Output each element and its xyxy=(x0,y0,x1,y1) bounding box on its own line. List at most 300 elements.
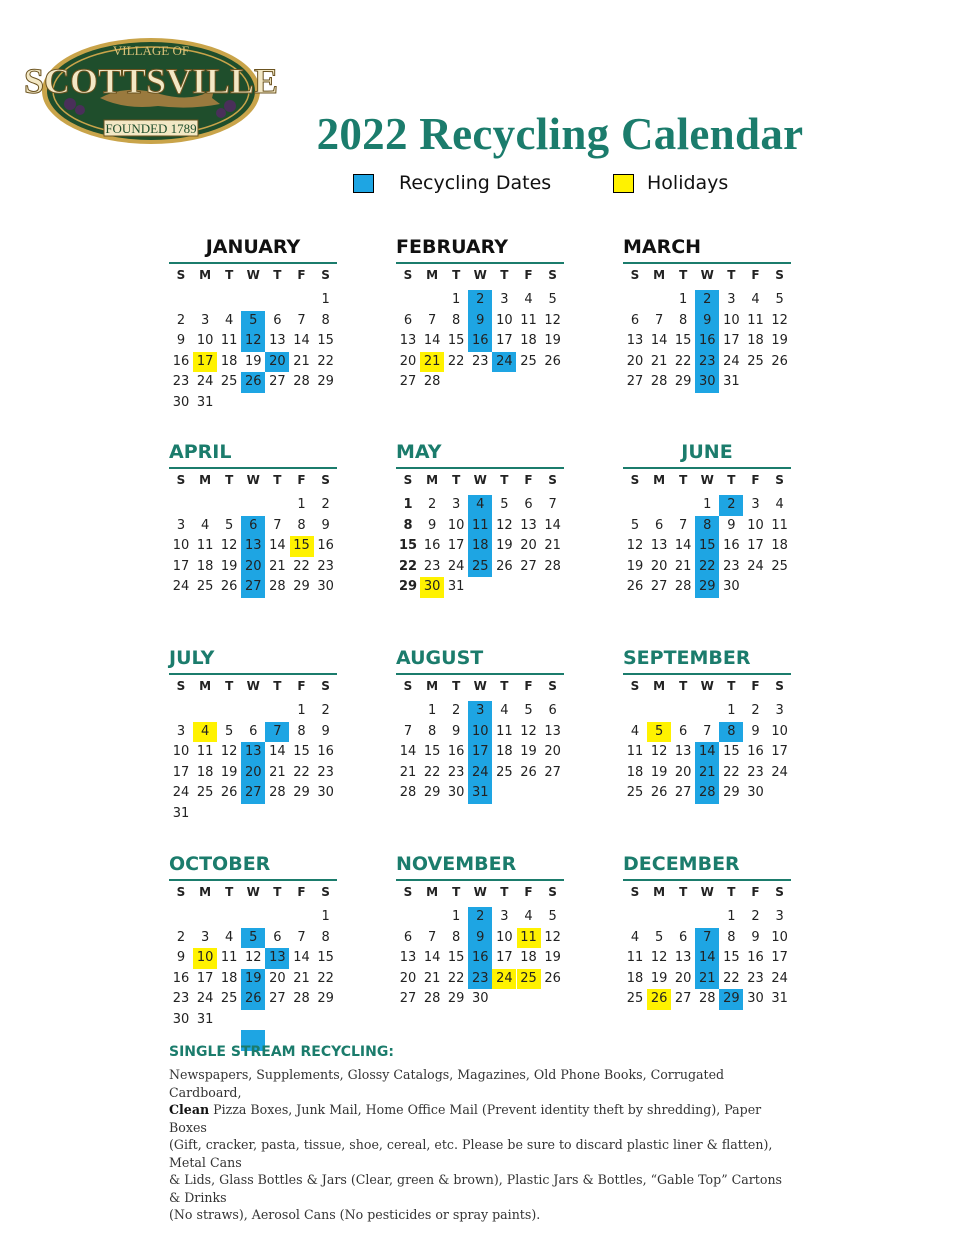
day-cell: 1 xyxy=(321,292,330,307)
day-cell: 25 xyxy=(220,374,238,389)
day-cell: 19 xyxy=(650,970,668,986)
day-cell: 4 xyxy=(193,722,217,743)
weekday-header: S xyxy=(321,268,330,282)
clean-word: Clean xyxy=(169,1102,210,1117)
day-cell: 1 xyxy=(727,909,736,924)
day-cell: 29 xyxy=(293,579,310,594)
day-cell: 28 xyxy=(269,579,286,594)
day-cell: 31 xyxy=(196,1011,214,1027)
day-cell: 29 xyxy=(317,374,334,389)
day-cell: 5 xyxy=(500,497,509,512)
day-cell: 17 xyxy=(172,558,190,574)
day-cell: 2 xyxy=(751,909,760,924)
weekday-header: M xyxy=(426,885,439,899)
weekday-header: F xyxy=(524,885,533,899)
day-cell: 17 xyxy=(193,352,217,373)
day-cell: 13 xyxy=(269,333,286,348)
weekday-header: W xyxy=(473,885,487,899)
day-cell: 30 xyxy=(172,394,190,410)
day-cell: 7 xyxy=(548,497,557,512)
day-cell: 12 xyxy=(544,929,561,945)
weekday-header: M xyxy=(426,268,439,282)
weekday-header: S xyxy=(176,885,186,899)
day-cell: 8 xyxy=(321,312,330,328)
day-cell: 1 xyxy=(297,497,306,512)
day-cell: 7 xyxy=(297,929,306,945)
day-cell: 19 xyxy=(544,950,561,965)
day-cell: 12 xyxy=(241,331,265,352)
day-cell: 27 xyxy=(674,991,692,1006)
day-cell: 3 xyxy=(775,909,784,924)
day-cell: 22 xyxy=(317,353,334,369)
day-cell: 24 xyxy=(196,374,214,389)
weekday-header: W xyxy=(700,885,714,899)
day-cell: 2 xyxy=(176,312,186,328)
day-cell: 12 xyxy=(650,950,668,965)
day-cell: 5 xyxy=(630,517,640,533)
day-cell: 3 xyxy=(452,497,461,512)
day-cell: 1 xyxy=(703,497,712,512)
day-cell: 22 xyxy=(447,970,465,986)
weekday-header: S xyxy=(548,885,557,899)
weekday-header: F xyxy=(297,473,306,487)
day-cell: 21 xyxy=(544,538,561,553)
weekday-header: T xyxy=(225,679,234,693)
month-name: DECEMBER xyxy=(623,853,740,875)
day-cell: 22 xyxy=(447,353,465,369)
weekday-header: S xyxy=(775,679,784,693)
weekday-header: T xyxy=(273,885,282,899)
day-cell: 2 xyxy=(176,929,186,945)
day-cell: 28 xyxy=(695,783,719,804)
weekday-header: F xyxy=(297,268,306,282)
day-cell: 28 xyxy=(544,558,561,574)
month-underline xyxy=(396,879,564,881)
day-cell: 9 xyxy=(751,723,760,739)
weekday-header: T xyxy=(273,679,282,693)
day-cell: 12 xyxy=(245,950,262,965)
day-cell: 21 xyxy=(420,352,444,373)
day-cell: 6 xyxy=(273,312,282,328)
info-text xyxy=(169,1066,794,1224)
weekday-header: F xyxy=(524,268,533,282)
day-cell: 25 xyxy=(747,353,764,369)
day-cell: 22 xyxy=(695,557,719,578)
day-cell: 21 xyxy=(695,763,719,784)
weekday-header: S xyxy=(630,268,640,282)
day-cell: 2 xyxy=(468,290,492,311)
day-cell: 1 xyxy=(452,909,461,924)
day-cell: 20 xyxy=(399,970,417,986)
day-cell: 10 xyxy=(193,948,217,969)
weekday-header: T xyxy=(727,679,736,693)
day-cell: 13 xyxy=(674,950,692,965)
day-cell: 30 xyxy=(723,579,740,594)
day-cell: 18 xyxy=(220,970,238,986)
day-cell: 3 xyxy=(176,723,186,739)
day-cell: 14 xyxy=(695,948,719,969)
holiday-legend-swatch xyxy=(613,174,634,193)
day-cell: 25 xyxy=(496,764,513,780)
day-cell: 11 xyxy=(468,516,492,537)
day-cell: 13 xyxy=(399,333,417,348)
month-name: APRIL xyxy=(169,441,232,463)
weekday-header: S xyxy=(176,473,186,487)
day-cell: 17 xyxy=(172,764,190,780)
day-cell: 5 xyxy=(524,703,533,718)
logo-main-text: SCOTTSVILLE xyxy=(23,61,279,101)
day-cell: 16 xyxy=(468,331,492,352)
weekday-header: S xyxy=(630,885,640,899)
day-cell: 12 xyxy=(544,312,561,328)
day-cell: 20 xyxy=(265,352,289,373)
day-cell: 18 xyxy=(626,970,644,986)
weekday-header: S xyxy=(775,268,784,282)
day-cell: 6 xyxy=(273,929,282,945)
info-line: (Gift, cracker, pasta, tissue, shoe, cereal, etc. Please be sure to discard plastic liner & flatten), Metal Cans xyxy=(169,1137,773,1170)
day-cell: 22 xyxy=(293,764,310,780)
day-cell: 28 xyxy=(293,991,310,1006)
day-cell: 19 xyxy=(245,353,262,369)
day-cell: 19 xyxy=(544,333,561,348)
month-underline xyxy=(623,467,791,469)
weekday-header: F xyxy=(524,679,533,693)
day-cell: 26 xyxy=(241,989,265,1010)
day-cell: 29 xyxy=(695,577,719,598)
day-cell: 12 xyxy=(220,538,238,553)
weekday-header: M xyxy=(199,679,212,693)
weekday-header: M xyxy=(199,268,212,282)
day-cell: 26 xyxy=(647,989,671,1010)
day-cell: 6 xyxy=(679,723,688,739)
village-logo xyxy=(23,36,279,146)
day-cell: 10 xyxy=(496,929,513,945)
weekday-header: S xyxy=(775,473,784,487)
day-cell: 15 xyxy=(293,744,310,759)
day-cell: 24 xyxy=(172,579,190,594)
day-cell: 24 xyxy=(492,352,516,373)
day-cell: 7 xyxy=(273,517,282,533)
holiday-legend-label: Holidays xyxy=(647,172,729,194)
day-cell: 22 xyxy=(398,558,418,574)
day-cell: 22 xyxy=(723,970,740,986)
day-cell: 10 xyxy=(447,517,465,533)
day-cell: 2 xyxy=(695,290,719,311)
day-cell: 19 xyxy=(771,333,788,348)
day-cell: 10 xyxy=(723,312,740,328)
day-cell: 11 xyxy=(196,744,214,759)
day-cell: 22 xyxy=(293,558,310,574)
day-cell: 5 xyxy=(225,517,234,533)
weekday-header: W xyxy=(700,679,714,693)
day-cell: 15 xyxy=(398,538,418,553)
day-cell: 6 xyxy=(403,929,413,945)
day-cell: 21 xyxy=(650,353,668,369)
day-cell: 4 xyxy=(225,312,234,328)
day-cell: 2 xyxy=(321,497,330,512)
day-cell: 14 xyxy=(269,538,286,553)
month-name: MARCH xyxy=(623,236,702,258)
day-cell: 21 xyxy=(695,969,719,990)
day-cell: 3 xyxy=(200,312,210,328)
day-cell: 1 xyxy=(403,497,413,512)
day-cell: 24 xyxy=(447,558,465,574)
weekday-header: S xyxy=(403,473,413,487)
weekday-header: T xyxy=(500,679,509,693)
day-cell: 25 xyxy=(196,785,214,800)
day-cell: 16 xyxy=(317,744,334,759)
day-cell: 1 xyxy=(297,703,306,718)
day-cell: 29 xyxy=(398,579,418,594)
day-cell: 10 xyxy=(771,929,788,945)
day-cell: 26 xyxy=(544,353,561,369)
weekday-header: T xyxy=(679,679,688,693)
month-name: JULY xyxy=(169,647,215,669)
day-cell: 7 xyxy=(654,312,664,328)
page-title: 2022 Recycling Calendar xyxy=(316,109,804,159)
day-cell: 13 xyxy=(399,950,417,965)
day-cell: 21 xyxy=(399,764,417,780)
day-cell: 4 xyxy=(524,292,533,307)
day-cell: 10 xyxy=(747,517,764,533)
day-cell: 1 xyxy=(727,703,736,718)
day-cell: 2 xyxy=(719,495,743,516)
day-cell: 24 xyxy=(723,353,740,369)
day-cell: 27 xyxy=(650,579,668,594)
info-line: & Lids, Glass Bottles & Jars (Clear, green & brown), Plastic Jars & Bottles, “Gable Top” Cartons & Drinks xyxy=(169,1172,783,1205)
weekday-header: W xyxy=(246,679,260,693)
info-line-rest: Pizza Boxes, Junk Mail, Home Office Mail (Prevent identity theft by shredding), Paper Boxes xyxy=(169,1102,762,1135)
day-cell: 8 xyxy=(452,929,461,945)
weekday-header: S xyxy=(321,885,330,899)
weekday-header: F xyxy=(297,679,306,693)
day-cell: 9 xyxy=(176,950,186,965)
day-cell: 7 xyxy=(695,928,719,949)
day-cell: 5 xyxy=(225,723,234,739)
day-cell: 7 xyxy=(427,929,437,945)
day-cell: 19 xyxy=(650,764,668,780)
weekday-header: M xyxy=(199,473,212,487)
day-cell: 28 xyxy=(269,785,286,800)
recycling-legend-swatch xyxy=(353,174,374,193)
day-cell: 4 xyxy=(468,495,492,516)
weekday-header: F xyxy=(524,473,533,487)
day-cell: 14 xyxy=(399,744,417,759)
weekday-header: M xyxy=(426,679,439,693)
day-cell: 5 xyxy=(654,929,664,945)
day-cell: 21 xyxy=(293,970,310,986)
day-cell: 13 xyxy=(650,538,668,553)
day-cell: 19 xyxy=(220,764,238,780)
day-cell: 2 xyxy=(427,497,437,512)
day-cell: 29 xyxy=(293,785,310,800)
weekday-header: W xyxy=(700,473,714,487)
day-cell: 15 xyxy=(723,744,740,759)
day-cell: 21 xyxy=(269,558,286,574)
day-cell: 9 xyxy=(452,723,461,739)
weekday-header: T xyxy=(273,473,282,487)
weekday-header: T xyxy=(452,885,461,899)
weekday-header: S xyxy=(176,679,186,693)
weekday-header: T xyxy=(679,885,688,899)
weekday-header: S xyxy=(548,679,557,693)
day-cell: 27 xyxy=(399,991,417,1006)
day-cell: 20 xyxy=(269,970,286,986)
day-cell: 11 xyxy=(517,928,541,949)
weekday-header: W xyxy=(473,268,487,282)
day-cell: 20 xyxy=(520,538,537,553)
day-cell: 8 xyxy=(452,312,461,328)
day-cell: 3 xyxy=(468,701,492,722)
day-cell: 21 xyxy=(674,558,692,574)
day-cell: 29 xyxy=(447,991,465,1006)
day-cell: 17 xyxy=(496,333,513,348)
weekday-header: S xyxy=(775,885,784,899)
day-cell: 30 xyxy=(317,785,334,800)
day-cell: 3 xyxy=(727,292,736,307)
day-cell: 27 xyxy=(241,577,265,598)
day-cell: 30 xyxy=(747,785,764,800)
day-cell: 23 xyxy=(317,558,334,574)
day-cell: 27 xyxy=(674,785,692,800)
day-cell: 11 xyxy=(626,950,644,965)
info-line: (No straws), Aerosol Cans (No pesticides or spray paints). xyxy=(169,1207,541,1222)
day-cell: 9 xyxy=(176,333,186,348)
weekday-header: S xyxy=(403,268,413,282)
day-cell: 6 xyxy=(679,929,688,945)
day-cell: 7 xyxy=(427,312,437,328)
day-cell: 18 xyxy=(496,744,513,759)
day-cell: 16 xyxy=(447,744,465,759)
day-cell: 6 xyxy=(241,516,265,537)
day-cell: 29 xyxy=(723,785,740,800)
day-cell: 26 xyxy=(650,785,668,800)
info-line xyxy=(169,1101,794,1136)
day-cell: 18 xyxy=(771,538,788,553)
month-underline xyxy=(396,673,564,675)
day-cell: 9 xyxy=(727,517,736,533)
weekday-header: M xyxy=(653,679,666,693)
day-cell: 22 xyxy=(723,764,740,780)
day-cell: 21 xyxy=(293,353,310,369)
month-underline xyxy=(169,879,337,881)
day-cell: 12 xyxy=(626,538,644,553)
day-cell: 18 xyxy=(196,558,214,574)
day-cell: 29 xyxy=(674,374,692,389)
weekday-header: T xyxy=(452,679,461,693)
day-cell: 6 xyxy=(548,703,557,718)
day-cell: 24 xyxy=(492,969,516,990)
weekday-header: W xyxy=(246,885,260,899)
day-cell: 8 xyxy=(695,516,719,537)
day-cell: 15 xyxy=(447,333,465,348)
day-cell: 25 xyxy=(520,353,537,369)
day-cell: 11 xyxy=(520,312,537,328)
day-cell: 11 xyxy=(220,333,238,348)
day-cell: 2 xyxy=(321,703,330,718)
day-cell: 23 xyxy=(468,969,492,990)
month-underline xyxy=(623,262,791,264)
weekday-header: M xyxy=(653,885,666,899)
weekday-header: T xyxy=(225,885,234,899)
day-cell: 8 xyxy=(403,517,413,533)
day-cell: 20 xyxy=(674,764,692,780)
weekday-header: T xyxy=(273,268,282,282)
day-cell: 24 xyxy=(468,763,492,784)
day-cell: 26 xyxy=(220,579,238,594)
day-cell: 27 xyxy=(241,783,265,804)
day-cell: 23 xyxy=(317,764,334,780)
day-cell: 16 xyxy=(172,353,190,369)
weekday-header: F xyxy=(751,268,760,282)
day-cell: 12 xyxy=(771,312,788,328)
month-name: JUNE xyxy=(681,441,733,463)
month-name: OCTOBER xyxy=(169,853,271,875)
day-cell: 15 xyxy=(447,950,465,965)
weekday-header: T xyxy=(727,268,736,282)
day-cell: 1 xyxy=(427,703,437,718)
day-cell: 11 xyxy=(496,723,513,739)
day-cell: 21 xyxy=(423,970,441,986)
weekday-header: M xyxy=(653,473,666,487)
weekday-header: F xyxy=(751,885,760,899)
day-cell: 11 xyxy=(747,312,764,328)
day-cell: 14 xyxy=(293,333,310,348)
weekday-header: T xyxy=(679,268,688,282)
day-cell: 14 xyxy=(423,950,441,965)
day-cell: 20 xyxy=(650,558,668,574)
day-cell: 30 xyxy=(420,577,444,598)
day-cell: 27 xyxy=(269,374,286,389)
day-cell: 28 xyxy=(699,991,716,1006)
day-cell: 13 xyxy=(674,744,692,759)
info-heading: SINGLE STREAM RECYCLING: xyxy=(169,1044,394,1060)
day-cell: 27 xyxy=(544,764,561,780)
day-cell: 12 xyxy=(220,744,238,759)
day-cell: 17 xyxy=(771,744,788,759)
day-cell: 26 xyxy=(496,558,513,574)
day-cell: 25 xyxy=(220,991,238,1006)
day-cell: 9 xyxy=(468,311,492,332)
month-name: SEPTEMBER xyxy=(623,647,751,669)
day-cell: 5 xyxy=(548,909,557,924)
day-cell: 17 xyxy=(447,538,465,553)
day-cell: 16 xyxy=(172,970,190,986)
weekday-header: S xyxy=(548,268,557,282)
day-cell: 15 xyxy=(723,950,740,965)
day-cell: 3 xyxy=(200,929,210,945)
day-cell: 12 xyxy=(496,517,513,533)
weekday-header: W xyxy=(246,473,260,487)
day-cell: 17 xyxy=(771,950,788,965)
day-cell: 8 xyxy=(727,929,736,945)
day-cell: 21 xyxy=(269,764,286,780)
month-underline xyxy=(169,262,337,264)
day-cell: 24 xyxy=(747,558,764,574)
month-underline xyxy=(623,879,791,881)
day-cell: 5 xyxy=(241,928,265,949)
day-cell: 26 xyxy=(220,785,238,800)
day-cell: 23 xyxy=(472,353,489,369)
weekday-header: W xyxy=(246,268,260,282)
day-cell: 4 xyxy=(200,517,210,533)
day-cell: 7 xyxy=(265,722,289,743)
day-cell: 25 xyxy=(468,557,492,578)
day-cell: 24 xyxy=(771,970,788,986)
weekday-header: F xyxy=(751,679,760,693)
day-cell: 9 xyxy=(321,517,330,533)
day-cell: 16 xyxy=(317,538,334,553)
